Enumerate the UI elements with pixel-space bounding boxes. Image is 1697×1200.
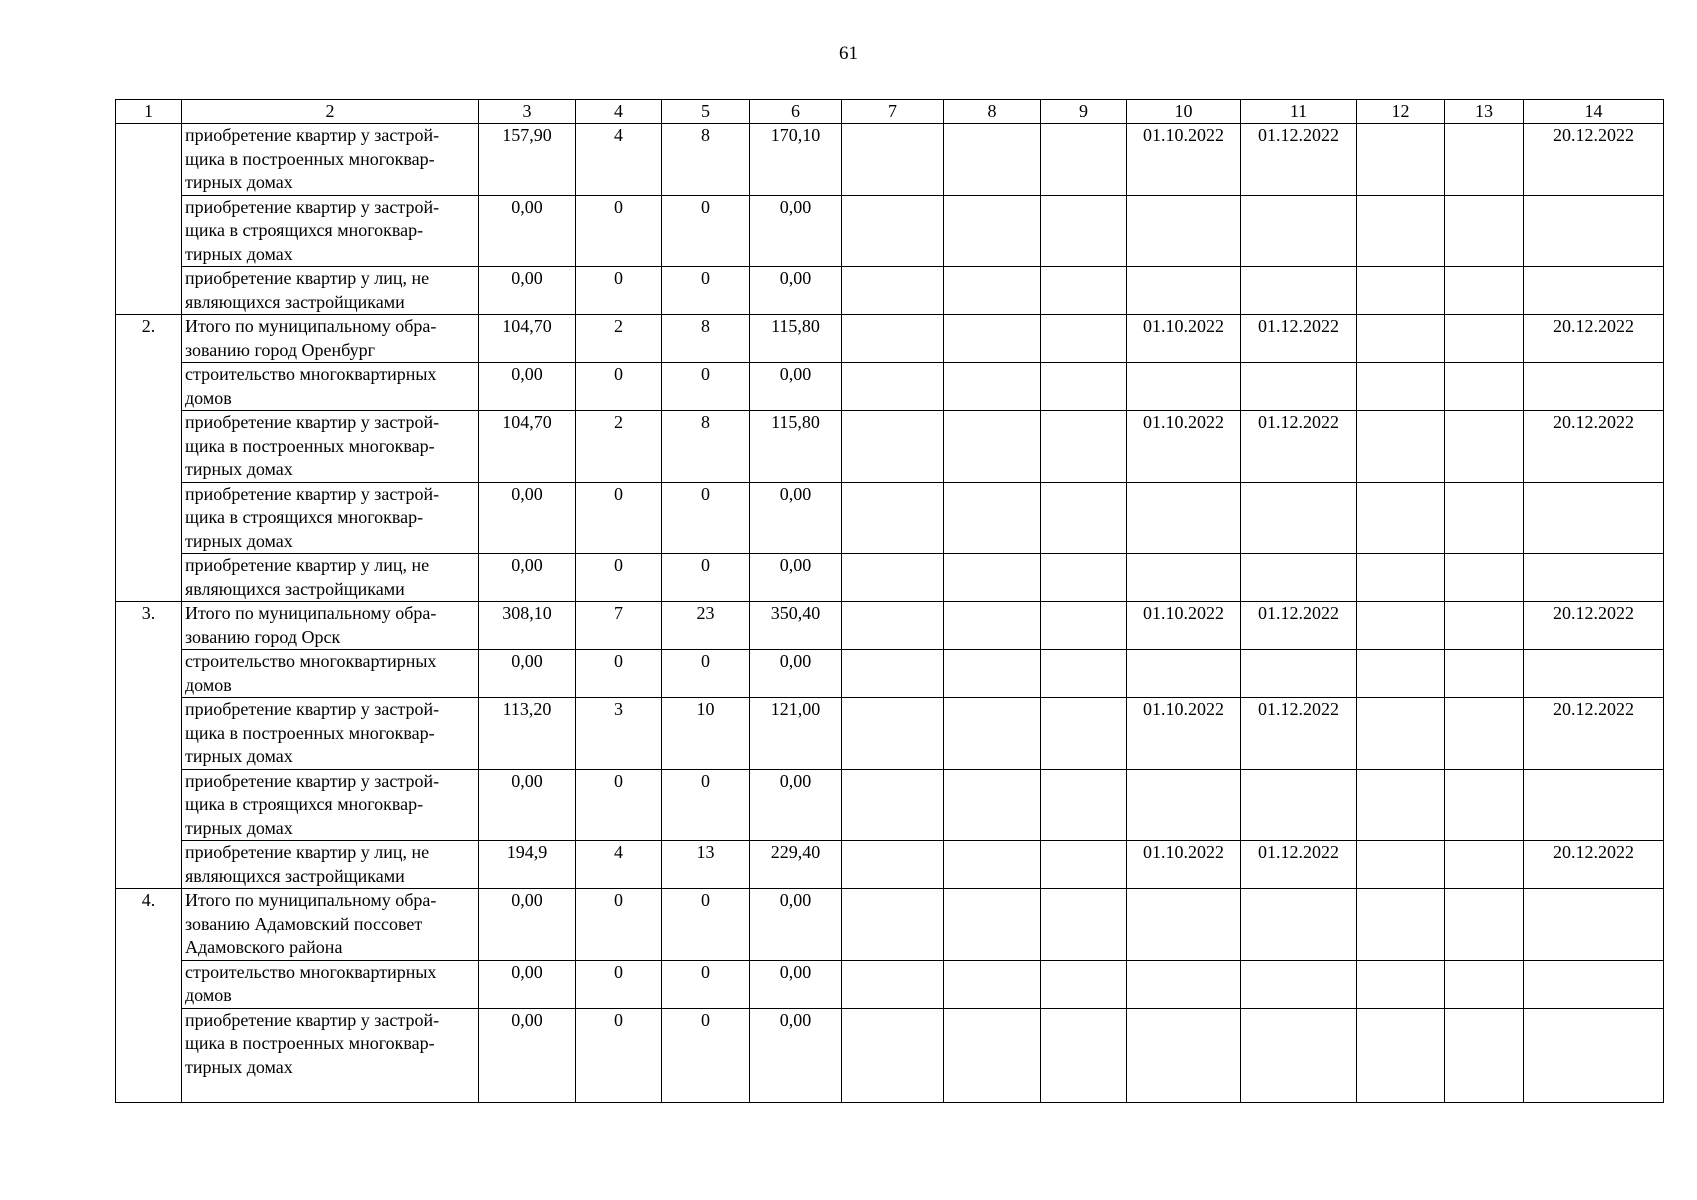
- value-cell-col-12: [1357, 363, 1445, 411]
- value-cell-col-9: [1041, 124, 1127, 196]
- row-number-cell: [116, 482, 182, 554]
- value-cell-col-10: 01.10.2022: [1127, 698, 1241, 770]
- description-cell: приобретение квартир у застрой-щика в строящихся многоквар-тирных домах: [182, 482, 479, 554]
- value-cell-col-13: [1445, 482, 1524, 554]
- value-cell-col-6: 170,10: [750, 124, 842, 196]
- value-cell-col-13: [1445, 602, 1524, 650]
- value-cell-col-7: [842, 482, 944, 554]
- header-cell: 12: [1357, 100, 1445, 124]
- value-cell-col-10: [1127, 960, 1241, 1008]
- table-row: [116, 315, 1664, 363]
- value-cell-col-12: [1357, 889, 1445, 961]
- value-cell-col-4: 0: [576, 650, 662, 698]
- value-cell-col-3: 0,00: [479, 195, 576, 267]
- value-cell-col-6: 0,00: [750, 960, 842, 1008]
- value-cell-col-5: 8: [662, 124, 750, 196]
- value-cell-col-5: 0: [662, 267, 750, 315]
- description-cell: строительство многоквартирных домов: [182, 650, 479, 698]
- description-cell: приобретение квартир у лиц, не являющихся застройщиками: [182, 554, 479, 602]
- value-cell-col-9: [1041, 1008, 1127, 1102]
- value-cell-col-5: 8: [662, 315, 750, 363]
- value-cell-col-5: 0: [662, 482, 750, 554]
- value-cell-col-3: 0,00: [479, 650, 576, 698]
- value-cell-col-12: [1357, 267, 1445, 315]
- value-cell-col-11: [1241, 482, 1357, 554]
- header-cell: 2: [182, 100, 479, 124]
- value-cell-col-8: [944, 363, 1041, 411]
- value-cell-col-7: [842, 411, 944, 483]
- header-cell: 4: [576, 100, 662, 124]
- value-cell-col-12: [1357, 554, 1445, 602]
- value-cell-col-10: 01.10.2022: [1127, 841, 1241, 889]
- value-cell-col-12: [1357, 195, 1445, 267]
- value-cell-col-5: 0: [662, 1008, 750, 1102]
- header-row: [116, 100, 1664, 124]
- value-cell-col-8: [944, 889, 1041, 961]
- header-cell: 7: [842, 100, 944, 124]
- description-cell: приобретение квартир у застрой-щика в строящихся многоквар-тирных домах: [182, 195, 479, 267]
- value-cell-col-10: [1127, 554, 1241, 602]
- value-cell-col-6: 0,00: [750, 267, 842, 315]
- value-cell-col-12: [1357, 124, 1445, 196]
- value-cell-col-5: 0: [662, 363, 750, 411]
- value-cell-col-8: [944, 195, 1041, 267]
- value-cell-col-4: 4: [576, 841, 662, 889]
- value-cell-col-10: 01.10.2022: [1127, 602, 1241, 650]
- table-row: [116, 769, 1664, 841]
- header-cell: 14: [1524, 100, 1664, 124]
- header-cell: 9: [1041, 100, 1127, 124]
- value-cell-col-6: 121,00: [750, 698, 842, 770]
- description-cell: Итого по муниципальному обра-зованию город Оренбург: [182, 315, 479, 363]
- value-cell-col-11: 01.12.2022: [1241, 841, 1357, 889]
- table-row: [116, 363, 1664, 411]
- value-cell-col-14: [1524, 554, 1664, 602]
- row-number-cell: 4.: [116, 889, 182, 961]
- row-number-cell: [116, 841, 182, 889]
- value-cell-col-5: 13: [662, 841, 750, 889]
- value-cell-col-6: 115,80: [750, 411, 842, 483]
- value-cell-col-7: [842, 195, 944, 267]
- value-cell-col-9: [1041, 195, 1127, 267]
- value-cell-col-7: [842, 124, 944, 196]
- value-cell-col-11: 01.12.2022: [1241, 602, 1357, 650]
- value-cell-col-9: [1041, 698, 1127, 770]
- row-number-cell: 3.: [116, 602, 182, 650]
- value-cell-col-7: [842, 769, 944, 841]
- value-cell-col-3: 157,90: [479, 124, 576, 196]
- value-cell-col-12: [1357, 650, 1445, 698]
- value-cell-col-13: [1445, 960, 1524, 1008]
- value-cell-col-4: 7: [576, 602, 662, 650]
- value-cell-col-11: [1241, 650, 1357, 698]
- value-cell-col-5: 23: [662, 602, 750, 650]
- header-cell: 13: [1445, 100, 1524, 124]
- value-cell-col-10: [1127, 267, 1241, 315]
- value-cell-col-8: [944, 554, 1041, 602]
- value-cell-col-13: [1445, 363, 1524, 411]
- value-cell-col-12: [1357, 841, 1445, 889]
- value-cell-col-12: [1357, 698, 1445, 770]
- table-row: [116, 960, 1664, 1008]
- description-cell: приобретение квартир у застрой-щика в построенных многоквар-тирных домах: [182, 124, 479, 196]
- value-cell-col-12: [1357, 769, 1445, 841]
- value-cell-col-8: [944, 698, 1041, 770]
- table-row: [116, 889, 1664, 961]
- value-cell-col-6: 0,00: [750, 195, 842, 267]
- value-cell-col-14: 20.12.2022: [1524, 315, 1664, 363]
- value-cell-col-5: 0: [662, 960, 750, 1008]
- value-cell-col-9: [1041, 363, 1127, 411]
- value-cell-col-9: [1041, 602, 1127, 650]
- value-cell-col-3: 0,00: [479, 554, 576, 602]
- value-cell-col-14: [1524, 769, 1664, 841]
- header-cell: 6: [750, 100, 842, 124]
- description-cell: Итого по муниципальному обра-зованию Адамовский поссовет Адамовского района: [182, 889, 479, 961]
- table-row: [116, 195, 1664, 267]
- value-cell-col-9: [1041, 960, 1127, 1008]
- description-cell: строительство многоквартирных домов: [182, 363, 479, 411]
- value-cell-col-3: 0,00: [479, 482, 576, 554]
- table-row: [116, 602, 1664, 650]
- value-cell-col-4: 0: [576, 363, 662, 411]
- value-cell-col-12: [1357, 1008, 1445, 1102]
- header-cell: 1: [116, 100, 182, 124]
- value-cell-col-6: 115,80: [750, 315, 842, 363]
- value-cell-col-9: [1041, 769, 1127, 841]
- table-row: [116, 554, 1664, 602]
- value-cell-col-14: [1524, 650, 1664, 698]
- description-cell: приобретение квартир у застрой-щика в строящихся многоквар-тирных домах: [182, 769, 479, 841]
- value-cell-col-14: [1524, 960, 1664, 1008]
- value-cell-col-4: 0: [576, 889, 662, 961]
- row-number-cell: [116, 960, 182, 1008]
- value-cell-col-4: 0: [576, 267, 662, 315]
- value-cell-col-6: 0,00: [750, 769, 842, 841]
- value-cell-col-11: [1241, 195, 1357, 267]
- value-cell-col-13: [1445, 698, 1524, 770]
- row-number-cell: 2.: [116, 315, 182, 363]
- row-number-cell: [116, 267, 182, 315]
- value-cell-col-11: [1241, 960, 1357, 1008]
- value-cell-col-7: [842, 841, 944, 889]
- value-cell-col-9: [1041, 554, 1127, 602]
- row-number-cell: [116, 363, 182, 411]
- value-cell-col-6: 0,00: [750, 650, 842, 698]
- value-cell-col-7: [842, 1008, 944, 1102]
- value-cell-col-6: 0,00: [750, 889, 842, 961]
- value-cell-col-3: 0,00: [479, 889, 576, 961]
- value-cell-col-10: 01.10.2022: [1127, 315, 1241, 363]
- value-cell-col-3: 104,70: [479, 315, 576, 363]
- value-cell-col-14: 20.12.2022: [1524, 698, 1664, 770]
- value-cell-col-10: [1127, 769, 1241, 841]
- value-cell-col-9: [1041, 650, 1127, 698]
- value-cell-col-9: [1041, 267, 1127, 315]
- value-cell-col-13: [1445, 1008, 1524, 1102]
- value-cell-col-5: 0: [662, 554, 750, 602]
- value-cell-col-13: [1445, 554, 1524, 602]
- value-cell-col-14: [1524, 363, 1664, 411]
- value-cell-col-13: [1445, 195, 1524, 267]
- table-row: [116, 698, 1664, 770]
- value-cell-col-3: 308,10: [479, 602, 576, 650]
- data-table: [115, 99, 1664, 1103]
- value-cell-col-6: 229,40: [750, 841, 842, 889]
- value-cell-col-8: [944, 960, 1041, 1008]
- table-row: [116, 650, 1664, 698]
- value-cell-col-9: [1041, 482, 1127, 554]
- value-cell-col-4: 3: [576, 698, 662, 770]
- value-cell-col-7: [842, 554, 944, 602]
- value-cell-col-8: [944, 602, 1041, 650]
- value-cell-col-13: [1445, 650, 1524, 698]
- value-cell-col-9: [1041, 889, 1127, 961]
- value-cell-col-8: [944, 841, 1041, 889]
- value-cell-col-14: [1524, 195, 1664, 267]
- row-number-cell: [116, 124, 182, 196]
- value-cell-col-12: [1357, 960, 1445, 1008]
- value-cell-col-14: [1524, 482, 1664, 554]
- value-cell-col-6: 0,00: [750, 554, 842, 602]
- description-cell: строительство многоквартирных домов: [182, 960, 479, 1008]
- value-cell-col-8: [944, 769, 1041, 841]
- row-number-cell: [116, 698, 182, 770]
- value-cell-col-7: [842, 698, 944, 770]
- value-cell-col-6: 0,00: [750, 482, 842, 554]
- description-cell: приобретение квартир у лиц, не являющихся застройщиками: [182, 267, 479, 315]
- table-row: [116, 124, 1664, 196]
- value-cell-col-14: [1524, 889, 1664, 961]
- value-cell-col-7: [842, 650, 944, 698]
- value-cell-col-12: [1357, 602, 1445, 650]
- value-cell-col-4: 0: [576, 195, 662, 267]
- table-row: [116, 1008, 1664, 1102]
- value-cell-col-8: [944, 124, 1041, 196]
- value-cell-col-3: 113,20: [479, 698, 576, 770]
- row-number-cell: [116, 769, 182, 841]
- value-cell-col-12: [1357, 315, 1445, 363]
- value-cell-col-4: 0: [576, 769, 662, 841]
- value-cell-col-8: [944, 411, 1041, 483]
- value-cell-col-11: [1241, 554, 1357, 602]
- page-number: 61: [839, 43, 858, 64]
- value-cell-col-10: [1127, 482, 1241, 554]
- value-cell-col-7: [842, 267, 944, 315]
- value-cell-col-11: [1241, 1008, 1357, 1102]
- value-cell-col-13: [1445, 411, 1524, 483]
- value-cell-col-5: 0: [662, 889, 750, 961]
- header-cell: 10: [1127, 100, 1241, 124]
- header-cell: 11: [1241, 100, 1357, 124]
- row-number-cell: [116, 1008, 182, 1102]
- table-row: [116, 482, 1664, 554]
- value-cell-col-11: [1241, 267, 1357, 315]
- value-cell-col-14: 20.12.2022: [1524, 124, 1664, 196]
- value-cell-col-3: 0,00: [479, 1008, 576, 1102]
- value-cell-col-6: 0,00: [750, 363, 842, 411]
- value-cell-col-10: 01.10.2022: [1127, 124, 1241, 196]
- table-row: [116, 841, 1664, 889]
- value-cell-col-8: [944, 650, 1041, 698]
- value-cell-col-12: [1357, 482, 1445, 554]
- value-cell-col-5: 0: [662, 195, 750, 267]
- value-cell-col-6: 350,40: [750, 602, 842, 650]
- description-cell: приобретение квартир у застрой-щика в построенных многоквар-тирных домах: [182, 411, 479, 483]
- value-cell-col-14: [1524, 267, 1664, 315]
- description-cell: приобретение квартир у лиц, не являющихся застройщиками: [182, 841, 479, 889]
- value-cell-col-4: 0: [576, 554, 662, 602]
- value-cell-col-3: 194,9: [479, 841, 576, 889]
- value-cell-col-10: [1127, 195, 1241, 267]
- value-cell-col-10: [1127, 1008, 1241, 1102]
- value-cell-col-10: [1127, 363, 1241, 411]
- value-cell-col-5: 10: [662, 698, 750, 770]
- value-cell-col-5: 0: [662, 769, 750, 841]
- value-cell-col-10: [1127, 650, 1241, 698]
- value-cell-col-9: [1041, 411, 1127, 483]
- description-cell: Итого по муниципальному обра-зованию город Орск: [182, 602, 479, 650]
- table-row: [116, 267, 1664, 315]
- value-cell-col-4: 0: [576, 482, 662, 554]
- value-cell-col-5: 0: [662, 650, 750, 698]
- value-cell-col-13: [1445, 124, 1524, 196]
- row-number-cell: [116, 650, 182, 698]
- value-cell-col-13: [1445, 267, 1524, 315]
- value-cell-col-14: 20.12.2022: [1524, 411, 1664, 483]
- value-cell-col-8: [944, 315, 1041, 363]
- header-cell: 8: [944, 100, 1041, 124]
- value-cell-col-11: 01.12.2022: [1241, 411, 1357, 483]
- value-cell-col-13: [1445, 841, 1524, 889]
- value-cell-col-10: [1127, 889, 1241, 961]
- value-cell-col-7: [842, 602, 944, 650]
- value-cell-col-9: [1041, 841, 1127, 889]
- row-number-cell: [116, 195, 182, 267]
- value-cell-col-4: 0: [576, 960, 662, 1008]
- value-cell-col-11: 01.12.2022: [1241, 698, 1357, 770]
- value-cell-col-11: [1241, 363, 1357, 411]
- value-cell-col-8: [944, 1008, 1041, 1102]
- value-cell-col-7: [842, 960, 944, 1008]
- value-cell-col-6: 0,00: [750, 1008, 842, 1102]
- value-cell-col-10: 01.10.2022: [1127, 411, 1241, 483]
- value-cell-col-7: [842, 889, 944, 961]
- value-cell-col-11: [1241, 769, 1357, 841]
- value-cell-col-11: 01.12.2022: [1241, 124, 1357, 196]
- value-cell-col-14: 20.12.2022: [1524, 602, 1664, 650]
- row-number-cell: [116, 554, 182, 602]
- value-cell-col-3: 104,70: [479, 411, 576, 483]
- row-number-cell: [116, 411, 182, 483]
- value-cell-col-7: [842, 363, 944, 411]
- value-cell-col-13: [1445, 315, 1524, 363]
- value-cell-col-4: 2: [576, 315, 662, 363]
- value-cell-col-3: 0,00: [479, 363, 576, 411]
- value-cell-col-11: 01.12.2022: [1241, 315, 1357, 363]
- value-cell-col-9: [1041, 315, 1127, 363]
- value-cell-col-13: [1445, 889, 1524, 961]
- header-cell: 5: [662, 100, 750, 124]
- value-cell-col-4: 0: [576, 1008, 662, 1102]
- description-cell: приобретение квартир у застрой-щика в построенных многоквар-тирных домах: [182, 1008, 479, 1102]
- value-cell-col-4: 2: [576, 411, 662, 483]
- value-cell-col-3: 0,00: [479, 769, 576, 841]
- value-cell-col-14: 20.12.2022: [1524, 841, 1664, 889]
- value-cell-col-11: [1241, 889, 1357, 961]
- value-cell-col-14: [1524, 1008, 1664, 1102]
- header-cell: 3: [479, 100, 576, 124]
- value-cell-col-8: [944, 267, 1041, 315]
- value-cell-col-13: [1445, 769, 1524, 841]
- value-cell-col-4: 4: [576, 124, 662, 196]
- table-row: [116, 411, 1664, 483]
- value-cell-col-5: 8: [662, 411, 750, 483]
- value-cell-col-12: [1357, 411, 1445, 483]
- value-cell-col-3: 0,00: [479, 960, 576, 1008]
- value-cell-col-8: [944, 482, 1041, 554]
- description-cell: приобретение квартир у застрой-щика в построенных многоквар-тирных домах: [182, 698, 479, 770]
- value-cell-col-7: [842, 315, 944, 363]
- value-cell-col-3: 0,00: [479, 267, 576, 315]
